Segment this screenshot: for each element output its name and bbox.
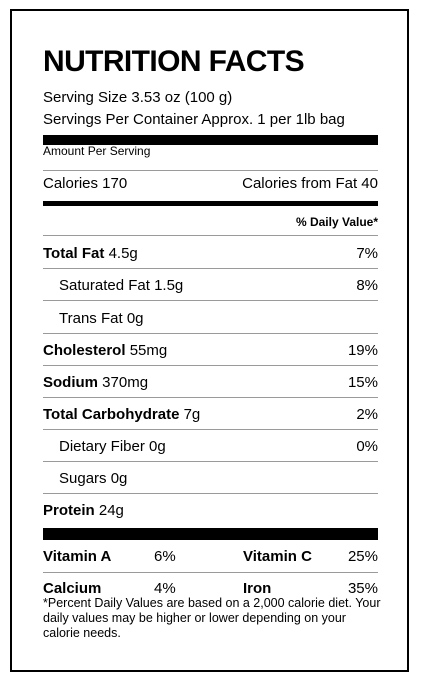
nutrient-dv: 8% xyxy=(356,277,378,294)
nutrient-amount: 7g xyxy=(183,406,201,423)
divider xyxy=(43,268,378,269)
calories: Calories 170 xyxy=(43,175,128,192)
nutrient-row-total-fat xyxy=(43,244,378,264)
nutrient-amount: 0g xyxy=(126,310,144,327)
divider xyxy=(43,429,378,430)
nutrient-amount: 370mg xyxy=(102,374,149,391)
vitamin-c-label: Vitamin C xyxy=(243,548,312,565)
nutrient-row-trans-fat xyxy=(43,309,378,329)
nutrition-facts-label xyxy=(10,9,409,672)
amount-per-serving: Amount Per Serving xyxy=(43,144,151,158)
servings-per-container: Servings Per Container Approx. 1 per 1lb bag xyxy=(43,111,345,128)
daily-value-header-row xyxy=(43,212,378,232)
nutrient-row-saturated-fat xyxy=(43,276,378,296)
vitamin-a-dv: 6% xyxy=(154,548,176,565)
divider xyxy=(43,493,378,494)
nutrient-name: Total Fat xyxy=(43,245,105,262)
divider xyxy=(43,461,378,462)
nutrient-name: Saturated Fat xyxy=(59,277,150,294)
divider xyxy=(43,235,378,236)
iron-dv: 35% xyxy=(347,580,378,597)
label-title: NUTRITION FACTS xyxy=(43,45,304,78)
nutrient-row-total-carbohydrate xyxy=(43,405,378,425)
nutrient-amount: 0g xyxy=(110,470,128,487)
vitamin-a-label: Vitamin A xyxy=(43,548,112,565)
nutrient-name: Sugars xyxy=(59,470,107,487)
calcium-dv: 4% xyxy=(154,580,176,597)
divider xyxy=(43,333,378,334)
divider xyxy=(43,365,378,366)
calories-row xyxy=(43,174,378,194)
nutrient-amount: 1.5g xyxy=(154,277,184,294)
nutrient-row-protein xyxy=(43,501,378,521)
calcium-label: Calcium xyxy=(43,580,102,597)
nutrient-dv: 2% xyxy=(356,406,378,423)
nutrient-name: Trans Fat xyxy=(59,310,123,327)
nutrient-name: Sodium xyxy=(43,374,98,391)
nutrient-row-cholesterol xyxy=(43,341,378,361)
thick-divider xyxy=(43,528,378,540)
divider xyxy=(43,300,378,301)
calories-from-fat: Calories from Fat 40 xyxy=(242,175,378,192)
daily-value-header: % Daily Value* xyxy=(295,215,378,229)
nutrient-name: Protein xyxy=(43,502,95,519)
divider xyxy=(43,572,378,573)
nutrient-row-dietary-fiber xyxy=(43,437,378,457)
medium-divider xyxy=(43,201,378,206)
nutrient-dv: 7% xyxy=(356,245,378,262)
iron-label: Iron xyxy=(243,580,272,597)
nutrient-dv: 19% xyxy=(347,342,378,359)
divider xyxy=(43,170,378,171)
nutrient-name: Cholesterol xyxy=(43,342,126,359)
nutrient-name: Total Carbohydrate xyxy=(43,406,180,423)
nutrient-amount: 55mg xyxy=(129,342,168,359)
vitamin-row xyxy=(43,547,378,567)
nutrient-amount: 0g xyxy=(149,438,166,455)
nutrient-row-sugars xyxy=(43,469,378,489)
nutrient-dv: 0% xyxy=(356,438,378,455)
nutrient-row-sodium xyxy=(43,373,378,393)
footnote: *Percent Daily Values are based on a 2,000 calorie diet. Your daily values may be higher or lower depending on your calorie needs. xyxy=(43,596,381,640)
nutrient-amount: 24g xyxy=(98,502,124,519)
vitamin-c-dv: 25% xyxy=(347,548,378,565)
divider xyxy=(43,397,378,398)
serving-size: Serving Size 3.53 oz (100 g) xyxy=(43,89,233,106)
nutrient-name: Dietary Fiber xyxy=(59,438,145,455)
nutrient-amount: 4.5g xyxy=(108,245,138,262)
nutrient-dv: 15% xyxy=(347,374,378,391)
